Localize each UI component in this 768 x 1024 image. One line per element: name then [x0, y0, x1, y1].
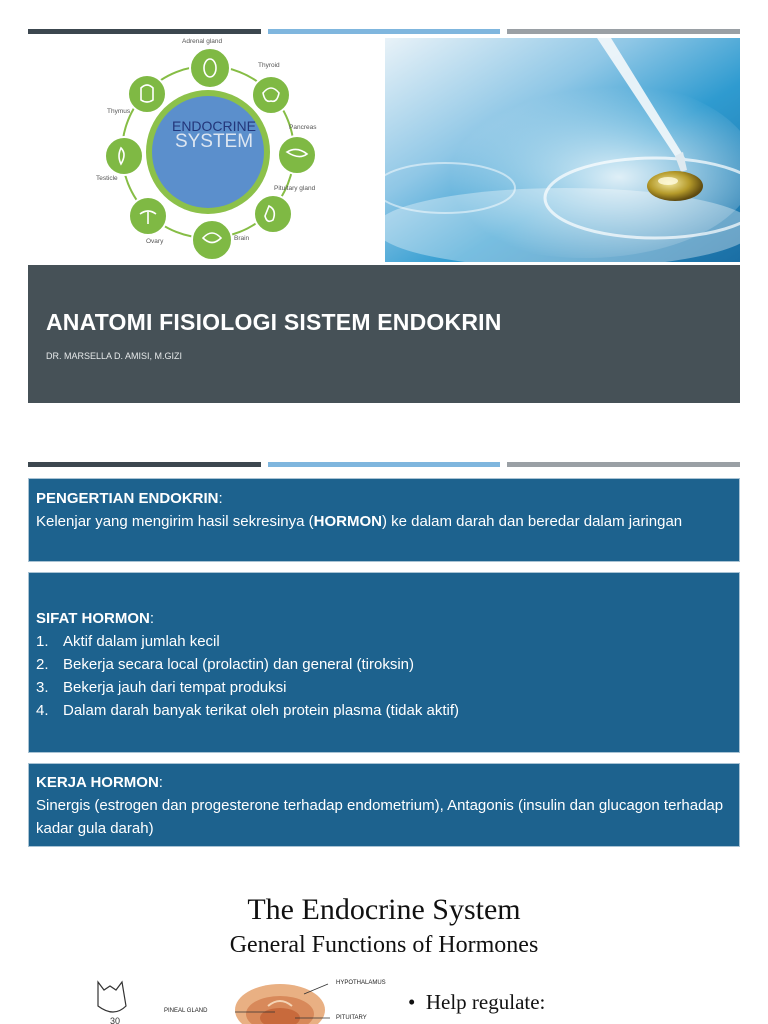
brain-anatomy-diagram: [90, 978, 410, 1024]
accent-bar-gray-2: [507, 462, 740, 467]
slide-title-text: ANATOMI FISIOLOGI SISTEM ENDOKRIN: [46, 309, 502, 335]
list-item: [36, 630, 732, 653]
definition-text-end: ) ke dalam darah dan beredar dalam jaringan: [381, 513, 683, 530]
endocrine-system-diagram: [64, 38, 356, 262]
list-text: Bekerja secara local (prolactin) dan general (tiroksin): [63, 656, 414, 673]
slide3-subtitle: General Functions of Hormones: [229, 932, 539, 958]
bullet-help-regulate: [408, 990, 545, 1015]
action-text: Sinergis (estrogen dan progesterone terhadap endometrium), Antagonis (insulin dan glucagon terhadap kadar gula darah): [36, 797, 724, 837]
organ-label-brain: Brain: [234, 235, 250, 242]
title-band: [28, 265, 740, 403]
accent-bar-dark-2: [28, 462, 261, 467]
organ-label-adrenal: Adrenal gland: [182, 38, 223, 45]
definition-colon: :: [218, 490, 223, 507]
definition-heading: PENGERTIAN ENDOKRIN: [36, 490, 219, 507]
organ-label-ovary: Ovary: [146, 238, 164, 245]
properties-list: [36, 630, 732, 722]
list-item: [36, 676, 732, 699]
list-text: Aktif dalam jumlah kecil: [63, 633, 220, 650]
label-pituitary: PITUITARY: [336, 1015, 367, 1021]
properties-heading: SIFAT HORMON: [36, 610, 150, 627]
action-colon: :: [158, 774, 163, 791]
list-item: [36, 653, 732, 676]
slide3-title: The Endocrine System: [247, 893, 521, 926]
brain-icon: [192, 220, 232, 260]
pancreas-icon: [278, 136, 316, 174]
label-hypothalamus: HYPOTHALAMUS: [336, 980, 386, 986]
accent-bar-gray: [507, 29, 740, 34]
organ-label-pancreas: Pancreas: [289, 124, 317, 131]
bullet-marker: •: [408, 990, 416, 1014]
label-pineal-gland: PINEAL GLAND: [164, 1008, 208, 1014]
list-number: 3.: [36, 679, 49, 696]
definition-box: [28, 478, 740, 562]
diagram-center-label: [166, 119, 262, 151]
action-box: [28, 763, 740, 847]
definition-bold-term: HORMON: [313, 513, 382, 530]
svg-text:30: 30: [110, 1016, 121, 1024]
properties-box: [28, 572, 740, 753]
list-number: 1.: [36, 633, 49, 650]
list-number: 2.: [36, 656, 49, 673]
organ-label-thyroid: Thyroid: [258, 62, 280, 69]
list-text: Bekerja jauh dari tempat produksi: [63, 679, 287, 696]
pipette-petri-image: [385, 38, 740, 262]
list-number: 4.: [36, 702, 49, 719]
accent-bar-blue-2: [268, 462, 500, 467]
pituitary-gland-icon: [254, 195, 292, 233]
organ-label-testicle: Testicle: [96, 175, 118, 182]
author-line: DR. MARSELLA D. AMISI, M.GIZI: [46, 351, 183, 361]
properties-colon: :: [149, 610, 155, 627]
list-text: Dalam darah banyak terikat oleh protein plasma (tidak aktif): [63, 702, 460, 719]
thymus-icon: [128, 75, 166, 113]
accent-bar-dark: [28, 29, 261, 34]
organ-label-thymus: Thymus: [107, 108, 131, 115]
lab-photo: [385, 38, 740, 262]
action-heading: KERJA HORMON: [36, 774, 159, 791]
bullet-text: Help regulate:: [425, 990, 546, 1014]
organ-label-pituitary: Pituitary gland: [274, 185, 316, 192]
list-item: [36, 699, 732, 722]
accent-bar-blue: [268, 29, 500, 34]
diagram-center-line1: ENDOCRINE: [171, 118, 256, 134]
adrenal-gland-icon: [190, 48, 230, 88]
definition-text-start: Kelenjar yang mengirim hasil sekresinya (: [36, 513, 314, 530]
diagram-center-line2: SYSTEM: [174, 131, 254, 152]
thyroid-icon: [252, 76, 290, 114]
